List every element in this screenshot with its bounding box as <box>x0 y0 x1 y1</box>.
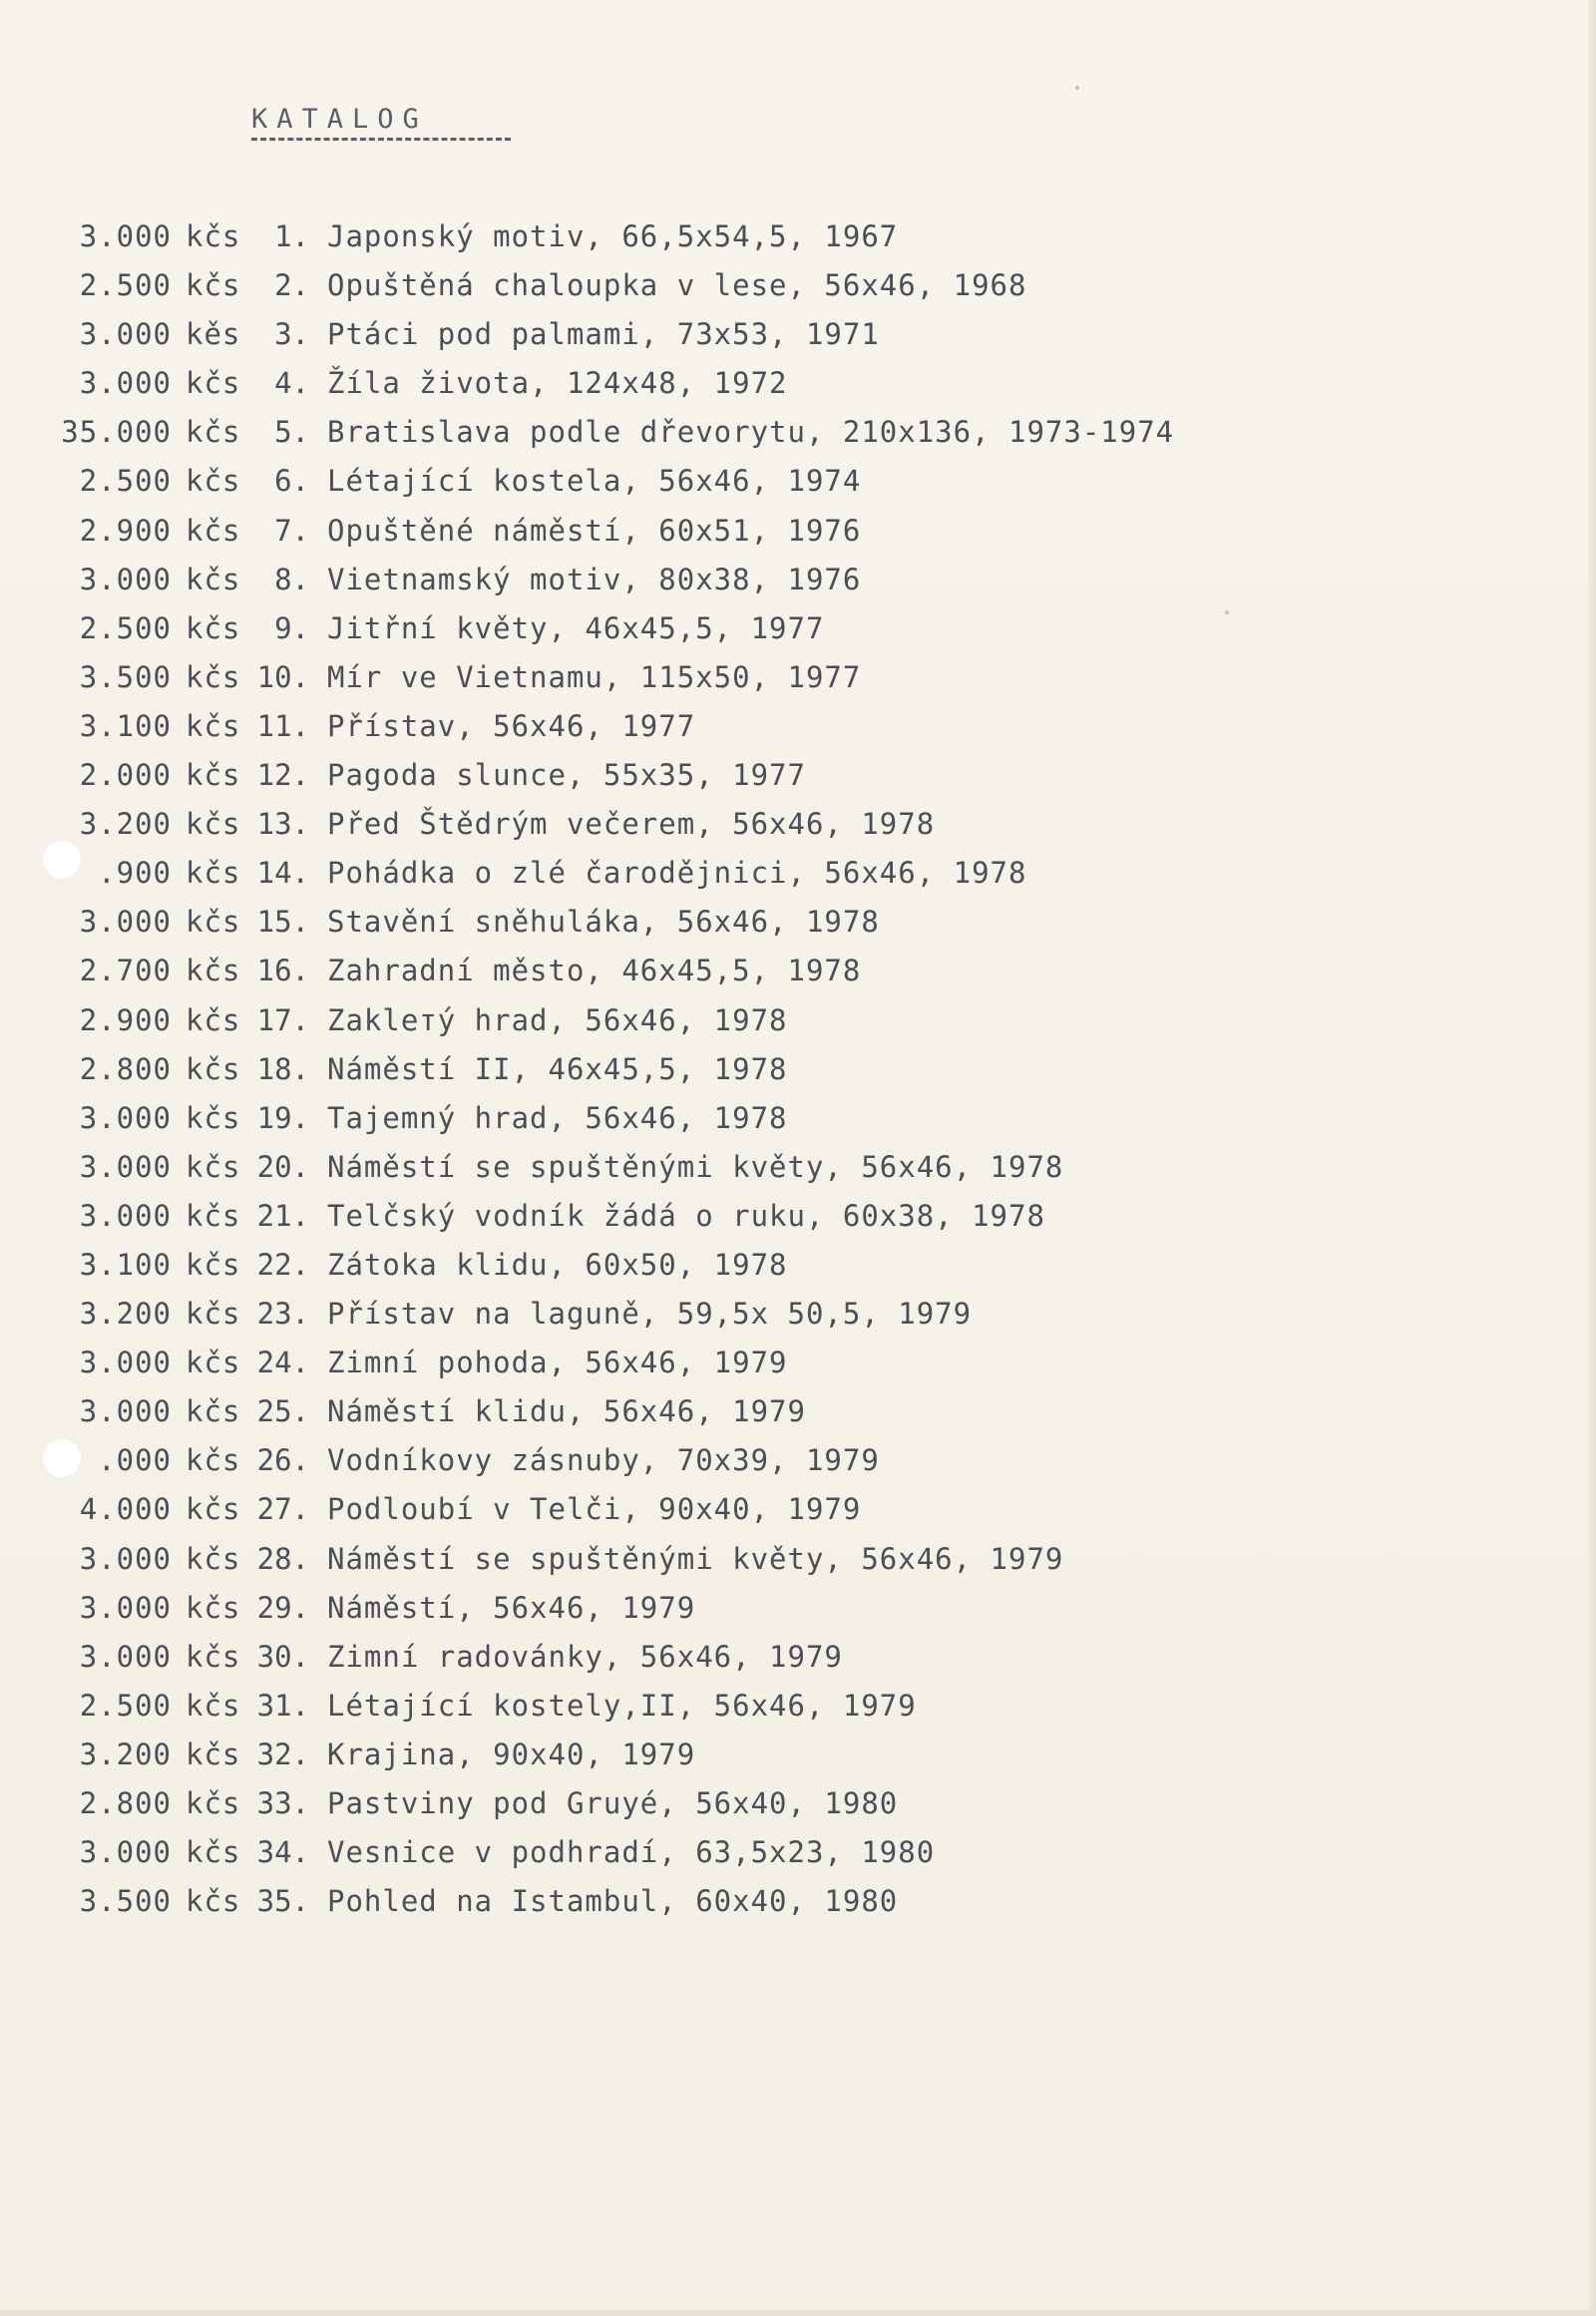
entry-price: 3.100 <box>79 708 172 743</box>
entry-number: 34. <box>256 1835 309 1870</box>
entry-price: 3.100 <box>79 1247 172 1282</box>
entry-description: Náměstí se spuštěnými květy, 56x46, 1979 <box>327 1541 1064 1576</box>
entry-price: 3.500 <box>79 1884 172 1919</box>
entry-price: 3.200 <box>79 1737 172 1771</box>
entry-description: Telčský vodník žádá o ruku, 60x38, 1978 <box>327 1198 1045 1233</box>
entry-currency: kčs <box>186 219 241 253</box>
entry-price: 3.200 <box>79 807 172 842</box>
entry-price: 3.000 <box>79 1346 172 1380</box>
catalog-entry <box>40 702 1436 751</box>
entry-currency: kčs <box>186 1346 241 1380</box>
entry-price: .900 <box>98 856 172 891</box>
catalog-entry <box>40 1828 1436 1877</box>
entry-price: 4.000 <box>79 1492 172 1527</box>
catalog-list <box>40 212 1436 1926</box>
entry-description: Tajemný hrad, 56x46, 1978 <box>327 1100 788 1135</box>
entry-description: Náměstí, 56x46, 1979 <box>327 1590 696 1625</box>
entry-number: 15. <box>256 905 309 940</box>
catalog-entry <box>40 1290 1436 1339</box>
entry-price: 3.500 <box>79 659 172 694</box>
entry-currency: kčs <box>186 1100 241 1135</box>
entry-price: 3.000 <box>79 219 172 253</box>
entry-description: Létající kostela, 56x46, 1974 <box>327 464 862 499</box>
entry-currency: kčs <box>186 1297 241 1332</box>
catalog-entry <box>40 1241 1436 1290</box>
entry-currency: kčs <box>186 513 241 548</box>
entry-currency: kčs <box>186 1394 241 1429</box>
entry-number: 27. <box>256 1492 309 1527</box>
entry-price: 3.000 <box>79 1394 172 1429</box>
entry-number: 33. <box>256 1786 309 1820</box>
entry-number: 2. <box>274 268 309 303</box>
catalog-entry <box>40 408 1436 457</box>
entry-number: 30. <box>256 1639 309 1674</box>
entry-currency: kčs <box>186 610 241 645</box>
entry-description: Náměstí se spuštěnými květy, 56x46, 1978 <box>327 1149 1064 1184</box>
entry-number: 31. <box>256 1688 309 1723</box>
entry-description: Zátoka klidu, 60x50, 1978 <box>327 1247 788 1282</box>
entry-description: Přístav, 56x46, 1977 <box>327 708 696 743</box>
catalog-entry <box>40 1045 1436 1094</box>
entry-description: Pohádka o zlé čarodějnici, 56x46, 1978 <box>327 856 1027 891</box>
paper-speck <box>1075 86 1079 90</box>
entry-price: 2.900 <box>79 513 172 548</box>
entry-currency: kčs <box>186 1149 241 1184</box>
entry-number: 1. <box>274 219 309 253</box>
entry-price: .000 <box>98 1443 172 1478</box>
entry-currency: kčs <box>186 1835 241 1870</box>
entry-price: 3.000 <box>79 1100 172 1135</box>
entry-description: Jitřní květy, 46x45,5, 1977 <box>327 610 825 645</box>
entry-number: 21. <box>256 1198 309 1233</box>
entry-currency: kčs <box>186 1443 241 1478</box>
entry-price: 2.900 <box>79 1002 172 1037</box>
entry-description: Před Štědrým večerem, 56x46, 1978 <box>327 807 936 842</box>
entry-currency: kčs <box>186 807 241 842</box>
entry-price: 3.000 <box>79 1835 172 1870</box>
entry-description: Žíla života, 124x48, 1972 <box>327 366 788 401</box>
entry-description: Pagoda slunce, 55x35, 1977 <box>327 758 806 793</box>
paper-edge-bottom <box>0 2310 1596 2316</box>
entry-price: 2.000 <box>79 758 172 793</box>
catalog-entry <box>40 653 1436 702</box>
entry-description: Zahradní město, 46x45,5, 1978 <box>327 954 862 988</box>
entry-number: 18. <box>256 1051 309 1086</box>
entry-number: 17. <box>256 1002 309 1037</box>
entry-price: 2.500 <box>79 1688 172 1723</box>
catalog-entry <box>40 507 1436 556</box>
entry-currency: kčs <box>186 1737 241 1771</box>
catalog-entry <box>40 1143 1436 1192</box>
entry-description: Vodníkovy zásnuby, 70x39, 1979 <box>327 1443 880 1478</box>
entry-price: 2.800 <box>79 1051 172 1086</box>
entry-number: 24. <box>256 1346 309 1380</box>
entry-currency: kčs <box>186 464 241 499</box>
entry-currency: kčs <box>186 1198 241 1233</box>
catalog-entry <box>40 1535 1436 1584</box>
catalog-entry <box>40 800 1436 849</box>
entry-number: 26. <box>256 1443 309 1478</box>
entry-price: 3.000 <box>79 1590 172 1625</box>
entry-description: Zaklетý hrad, 56x46, 1978 <box>327 1002 788 1037</box>
catalog-entry <box>40 1877 1436 1926</box>
entry-number: 32. <box>256 1737 309 1771</box>
catalog-entry <box>40 849 1436 898</box>
entry-currency: kčs <box>186 905 241 940</box>
entry-price: 2.800 <box>79 1786 172 1820</box>
entry-number: 5. <box>274 415 309 450</box>
entry-currency: kčs <box>186 1884 241 1919</box>
entry-description: Náměstí II, 46x45,5, 1978 <box>327 1051 788 1086</box>
entry-number: 8. <box>274 562 309 596</box>
entry-currency: kčs <box>186 366 241 401</box>
entry-currency: kčs <box>186 1492 241 1527</box>
entry-number: 7. <box>274 513 309 548</box>
entry-currency: kčs <box>186 1247 241 1282</box>
entry-price: 3.200 <box>79 1297 172 1332</box>
entry-description: Pohled na Istambul, 60x40, 1980 <box>327 1884 899 1919</box>
entry-price: 2.700 <box>79 954 172 988</box>
catalog-entry <box>40 1387 1436 1436</box>
entry-currency: kčs <box>186 954 241 988</box>
entry-description: Bratislava podle dřevorytu, 210x136, 1973-1974 <box>327 415 1175 450</box>
entry-number: 35. <box>256 1884 309 1919</box>
entry-description: Ptáci pod palmami, 73x53, 1971 <box>327 317 880 352</box>
entry-price: 3.000 <box>79 905 172 940</box>
entry-number: 3. <box>274 317 309 352</box>
entry-number: 12. <box>256 758 309 793</box>
entry-currency: kčs <box>186 1541 241 1576</box>
catalog-entry <box>40 1192 1436 1241</box>
entry-number: 16. <box>256 954 309 988</box>
catalog-entry <box>40 1584 1436 1633</box>
entry-price: 3.000 <box>79 1198 172 1233</box>
entry-number: 11. <box>256 708 309 743</box>
entry-number: 4. <box>274 366 309 401</box>
entry-currency: kčs <box>186 1688 241 1723</box>
catalog-entry <box>40 212 1436 261</box>
catalog-entry <box>40 1682 1436 1731</box>
entry-currency: kčs <box>186 1786 241 1820</box>
entry-description: Stavění sněhuláka, 56x46, 1978 <box>327 905 880 940</box>
entry-price: 3.000 <box>79 1149 172 1184</box>
entry-price: 2.500 <box>79 464 172 499</box>
entry-description: Pastviny pod Gruyé, 56x40, 1980 <box>327 1786 899 1820</box>
entry-number: 19. <box>256 1100 309 1135</box>
entry-currency: kčs <box>186 1590 241 1625</box>
entry-number: 14. <box>256 856 309 891</box>
entry-number: 22. <box>256 1247 309 1282</box>
catalog-entry <box>40 457 1436 506</box>
entry-currency: kčs <box>186 758 241 793</box>
entry-price: 3.000 <box>79 1639 172 1674</box>
entry-price: 3.000 <box>79 562 172 596</box>
catalog-entry <box>40 261 1436 310</box>
catalog-entry <box>40 898 1436 947</box>
catalog-entry <box>40 604 1436 653</box>
entry-currency: kčs <box>186 415 241 450</box>
entry-description: Vietnamský motiv, 80x38, 1976 <box>327 562 862 596</box>
entry-currency: kčs <box>186 856 241 891</box>
entry-description: Zimní pohoda, 56x46, 1979 <box>327 1346 788 1380</box>
entry-number: 28. <box>256 1541 309 1576</box>
entry-number: 10. <box>256 659 309 694</box>
entry-currency: kčs <box>186 708 241 743</box>
entry-description: Náměstí klidu, 56x46, 1979 <box>327 1394 806 1429</box>
entry-price: 2.500 <box>79 268 172 303</box>
entry-number: 13. <box>256 807 309 842</box>
catalog-entry <box>40 996 1436 1045</box>
entry-currency: kčs <box>186 1002 241 1037</box>
entry-number: 23. <box>256 1297 309 1332</box>
entry-description: Zimní radovánky, 56x46, 1979 <box>327 1639 843 1674</box>
entry-price: 3.000 <box>79 317 172 352</box>
catalog-entry <box>40 1633 1436 1682</box>
entry-number: 6. <box>274 464 309 499</box>
entry-description: Opuštěné náměstí, 60x51, 1976 <box>327 513 862 548</box>
catalog-entry <box>40 1339 1436 1387</box>
catalog-entry <box>40 1731 1436 1779</box>
entry-number: 20. <box>256 1149 309 1184</box>
entry-currency: kčs <box>186 1051 241 1086</box>
catalog-entry <box>40 1485 1436 1534</box>
entry-number: 9. <box>274 610 309 645</box>
catalog-entry <box>40 1436 1436 1485</box>
entry-currency: kčs <box>186 268 241 303</box>
entry-description: Mír ve Vietnamu, 115x50, 1977 <box>327 659 862 694</box>
entry-number: 25. <box>256 1394 309 1429</box>
catalog-entry <box>40 751 1436 800</box>
catalog-entry <box>40 310 1436 359</box>
paper-edge <box>1588 0 1596 2316</box>
title-underline <box>251 138 511 141</box>
entry-currency: kčs <box>186 659 241 694</box>
entry-description: Létající kostely,II, 56x46, 1979 <box>327 1688 917 1723</box>
entry-description: Podloubí v Telči, 90x40, 1979 <box>327 1492 862 1527</box>
entry-currency: kčs <box>186 562 241 596</box>
entry-description: Přístav na laguně, 59,5x 50,5, 1979 <box>327 1297 973 1332</box>
entry-price: 35.000 <box>61 415 172 450</box>
entry-description: Krajina, 90x40, 1979 <box>327 1737 696 1771</box>
entry-description: Vesnice v podhradí, 63,5x23, 1980 <box>327 1835 936 1870</box>
entry-price: 3.000 <box>79 366 172 401</box>
catalog-entry <box>40 1094 1436 1143</box>
catalog-entry <box>40 359 1436 408</box>
entry-currency: kěs <box>186 317 241 352</box>
catalog-entry <box>40 947 1436 995</box>
entry-price: 2.500 <box>79 610 172 645</box>
entry-description: Opuštěná chaloupka v lese, 56x46, 1968 <box>327 268 1027 303</box>
catalog-title: KATALOG <box>251 104 428 135</box>
catalog-entry <box>40 556 1436 604</box>
entry-currency: kčs <box>186 1639 241 1674</box>
entry-number: 29. <box>256 1590 309 1625</box>
entry-price: 3.000 <box>79 1541 172 1576</box>
catalog-entry <box>40 1779 1436 1828</box>
entry-description: Japonský motiv, 66,5x54,5, 1967 <box>327 219 899 253</box>
